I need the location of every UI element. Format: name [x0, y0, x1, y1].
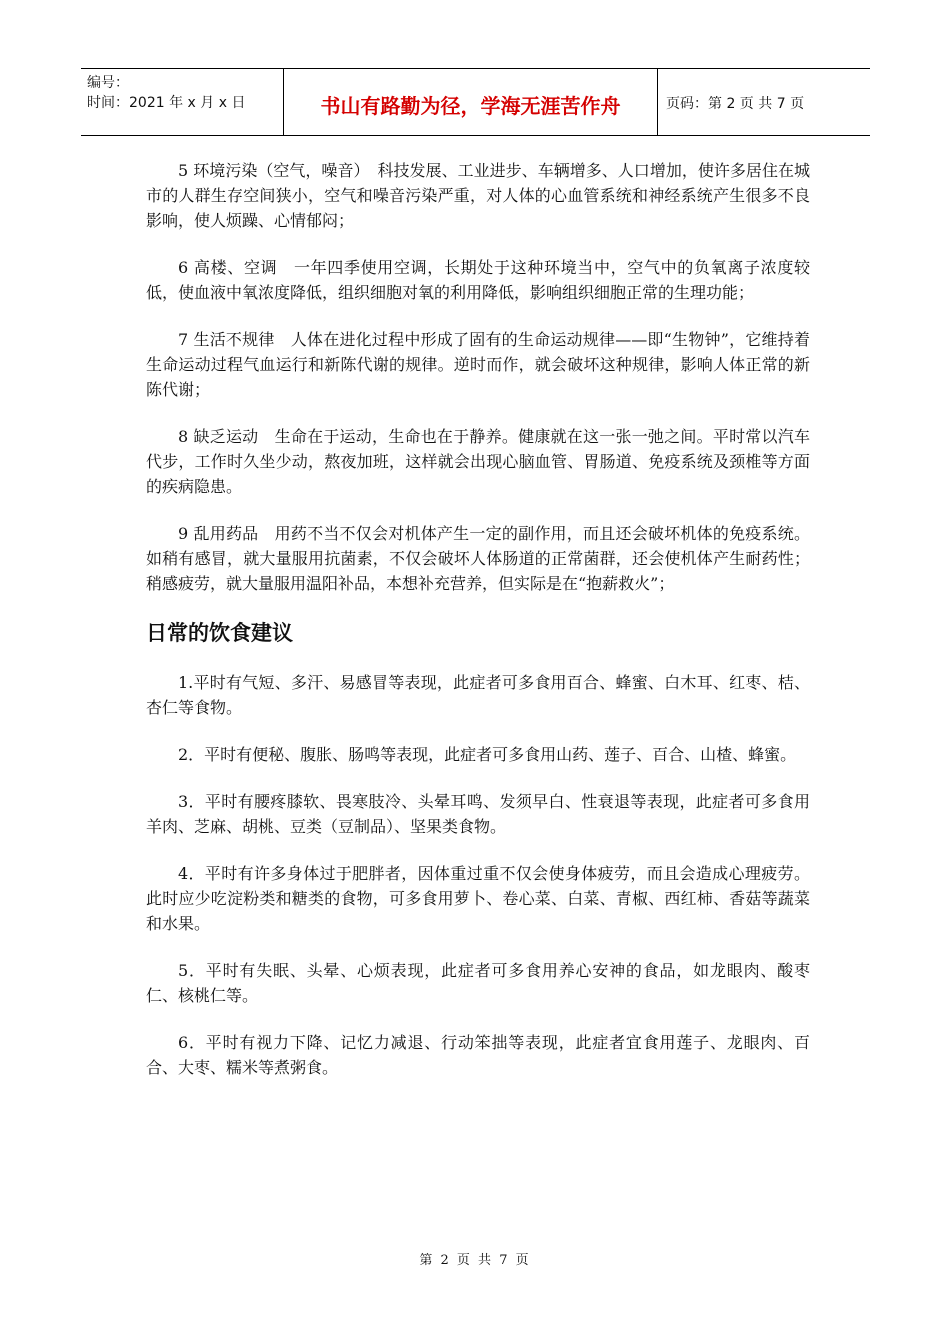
paragraph-item-6: 6 高楼、空调 一年四季使用空调，长期处于这种环境当中，空气中的负氧离子浓度较低，使血液中氧浓度降低，组织细胞对氧的利用降低，影响组织细胞正常的生理功能；	[146, 258, 810, 302]
diet-tip-6: 6．平时有视力下降、记忆力减退、行动笨拙等表现，此症者宜食用莲子、龙眼肉、百合、大枣、糯米等煮粥食。	[146, 1033, 810, 1077]
document-body	[146, 158, 810, 1102]
paragraph-item-9: 9 乱用药品 用药不当不仅会对机体产生一定的副作用，而且还会破坏机体的免疫系统。如稍有感冒，就大量服用抗菌素，不仅会破坏人体肠道的正常菌群，还会使机体产生耐药性；稍感疲劳，就大量服用温阳补品，本想补充营养，但实际是在“抱薪救火”；	[146, 524, 810, 593]
header-page-number: 页码：第 2 页 共 7 页	[666, 96, 805, 112]
diet-tip-2: 2．平时有便秘、腹胀、肠鸣等表现，此症者可多食用山药、莲子、百合、山楂、蜂蜜。	[178, 745, 797, 764]
document-number-label: 编号：	[87, 75, 129, 91]
document-date-label: 时间：2021 年 x 月 x 日	[87, 95, 246, 111]
section-heading: 日常的饮食建议	[146, 621, 293, 645]
paragraph-item-5: 5 环境污染（空气，噪音） 科技发展、工业进步、车辆增多、人口增加，使许多居住在城市的人群生存空间狭小，空气和噪音污染严重，对人体的心血管系统和神经系统产生很多不良影响，使人烦躁、心情郁闷；	[146, 161, 810, 230]
diet-tip-3: 3．平时有腰疼膝软、畏寒肢冷、头晕耳鸣、发须早白、性衰退等表现，此症者可多食用羊肉、芝麻、胡桃、豆类（豆制品）、坚果类食物。	[146, 792, 810, 836]
paragraph-item-7: 7 生活不规律 人体在进化过程中形成了固有的生命运动规律——即“生物钟”，它维持着生命运动过程气血运行和新陈代谢的规律。逆时而作，就会破坏这种规律，影响人体正常的新陈代谢；	[146, 330, 810, 399]
page-footer: 第 2 页 共 7 页	[419, 1253, 531, 1268]
diet-tip-1: 1.平时有气短、多汗、易感冒等表现，此症者可多食用百合、蜂蜜、白木耳、红枣、桔、杏仁等食物。	[146, 673, 810, 717]
paragraph-item-8: 8 缺乏运动 生命在于运动，生命也在于静养。健康就在这一张一弛之间。平时常以汽车代步，工作时久坐少动，熬夜加班，这样就会出现心脑血管、胃肠道、免疫系统及颈椎等方面的疾病隐患。	[146, 427, 810, 496]
diet-tip-5: 5．平时有失眠、头晕、心烦表现，此症者可多食用养心安神的食品，如龙眼肉、酸枣仁、核桃仁等。	[146, 961, 810, 1005]
page-header	[81, 68, 870, 136]
diet-tip-4: 4．平时有许多身体过于肥胖者，因体重过重不仅会使身体疲劳，而且会造成心理疲劳。此时应少吃淀粉类和糖类的食物，可多食用萝卜、卷心菜、白菜、青椒、西红柿、香菇等蔬菜和水果。	[146, 864, 810, 933]
header-meta	[81, 69, 284, 135]
header-motto: 书山有路勤为径，学海无涯苦作舟	[284, 69, 658, 135]
